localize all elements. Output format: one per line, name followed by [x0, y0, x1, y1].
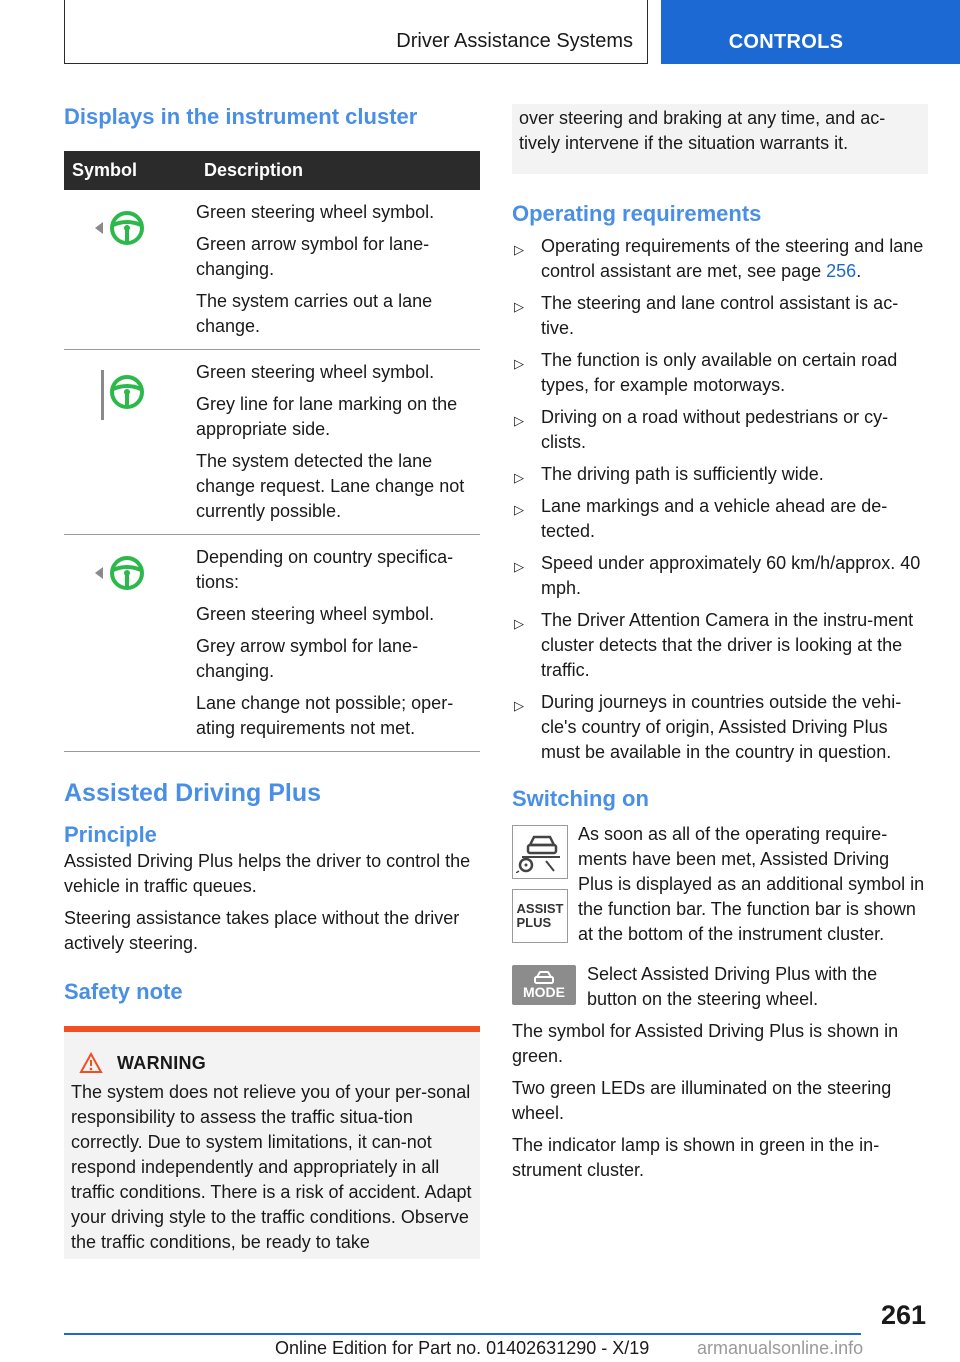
description-line: Grey arrow symbol for lane-changing.	[196, 636, 419, 681]
description-line: Green steering wheel symbol.	[196, 362, 435, 382]
warning-title	[71, 1052, 473, 1074]
principle-heading: Principle	[64, 822, 157, 847]
warning-label: WARNING	[117, 1052, 207, 1073]
table-cell-description	[188, 190, 480, 350]
principle-text-2: Steering assistance takes place without the driver actively steering.	[64, 908, 460, 953]
list-item-text: The driving path is sufficiently wide.	[541, 464, 824, 484]
table-header-description: Description	[188, 151, 480, 190]
list-item	[512, 494, 928, 544]
list-item	[512, 462, 928, 487]
car-icon	[532, 971, 556, 985]
steering-wheel-arrow-left-grey-icon	[91, 551, 161, 595]
steering-wheel-arrow-left-green-icon	[91, 206, 161, 250]
list-item	[512, 348, 928, 398]
switching-on-heading: Switching on	[512, 786, 649, 811]
page-number: 261	[880, 1300, 926, 1330]
list-item	[512, 608, 928, 683]
table-cell-symbol	[64, 350, 188, 535]
warning-continued-box	[512, 104, 928, 174]
description-line: Green steering wheel symbol.	[196, 604, 435, 624]
list-item-text: Lane markings and a vehicle ahead are de-tected.	[541, 496, 888, 541]
bullet-triangle-icon: ▷	[514, 502, 524, 517]
displays-heading: Displays in the instrument cluster	[64, 104, 418, 129]
description-line: The system detected the lane change request. Lane change not currently possible.	[196, 451, 465, 521]
list-item-text: Operating requirements of the steering and lane control assistant are met, see page	[541, 236, 924, 281]
table-header-symbol: Symbol	[64, 151, 188, 190]
header-section-title: Driver Assistance Systems	[396, 30, 633, 52]
steering-wheel-lane-line-grey-icon	[91, 368, 161, 422]
mode-label: MODE	[523, 984, 565, 1000]
list-item-text: Speed under approximately 60 km/h/approx. 40 mph.	[541, 553, 921, 598]
bullet-triangle-icon: ▷	[514, 242, 524, 257]
list-item-text: During journeys in countries outside the vehi-cle's country of origin, Assisted Driving Plus must be available in the country in question.	[541, 692, 902, 762]
left-column	[64, 100, 480, 1259]
mode-button-icon	[512, 965, 576, 1005]
description-line: Depending on country specifica-tions:	[196, 547, 454, 592]
header-chapter-title: CONTROLS	[728, 31, 844, 53]
operating-requirements-list	[512, 234, 928, 765]
page-link[interactable]: 256	[826, 261, 857, 281]
list-item	[512, 551, 928, 601]
description-line: Green arrow symbol for lane-changing.	[196, 234, 430, 279]
header-chapter-tab[interactable]	[661, 0, 960, 64]
footer-divider	[64, 1333, 861, 1335]
switching-on-text-5: The indicator lamp is shown in green in the in-strument cluster.	[512, 1135, 880, 1180]
assist-plus-label	[517, 902, 564, 930]
list-item-text: The function is only available on certain road types, for example motorways.	[541, 350, 898, 395]
list-item-text: The steering and lane control assistant is ac-tive.	[541, 293, 899, 338]
bullet-triangle-icon: ▷	[514, 356, 524, 371]
table-row	[64, 535, 480, 752]
list-item	[512, 690, 928, 765]
switching-on-text-4: Two green LEDs are illuminated on the steering wheel.	[512, 1078, 892, 1123]
principle-text-1: Assisted Driving Plus helps the driver to control the vehicle in traffic queues.	[64, 851, 471, 896]
switching-on-text-1: As soon as all of the operating require-ments have been met, Assisted Driving Plus is displayed as an additional symbol in the function bar. The function bar is shown at the bottom of the instrument cluster.	[578, 824, 925, 944]
table-row	[64, 350, 480, 535]
header-section-tab	[64, 0, 648, 64]
warning-text: The system does not relieve you of your per-sonal responsibility to assess the traffic situa-tion correctly. Due to system limitations, it can-not respond independently and appropriately in all traffic conditions. There is a risk of accident. Adapt your driving style to the traffic conditions. Observe the traffic conditions, be ready to take	[71, 1082, 472, 1252]
list-item-text: The Driver Attention Camera in the instru-ment cluster detects that the driver is looking at the traffic.	[541, 610, 914, 680]
list-item	[512, 405, 928, 455]
list-item	[512, 291, 928, 341]
table-header-row	[64, 151, 480, 190]
description-line: Lane change not possible; oper-ating requirements not met.	[196, 693, 454, 738]
table-cell-description	[188, 535, 480, 752]
function-bar-icons	[512, 825, 578, 947]
assist-plus-line: ASSIST	[516, 901, 564, 916]
edition-text: Online Edition for Part no. 01402631290 - X/19	[275, 1338, 650, 1358]
watermark-text: armanualsonline.info	[697, 1338, 864, 1358]
switching-on-text-2: Select Assisted Driving Plus with the button on the steering wheel.	[587, 964, 878, 1009]
table-cell-symbol	[64, 190, 188, 350]
assist-plus-line: PLUS	[516, 915, 552, 930]
description-line: Grey line for lane marking on the appropriate side.	[196, 394, 458, 439]
assisted-driving-heading: Assisted Driving Plus	[64, 779, 322, 807]
table-row	[64, 190, 480, 350]
warning-continued-text: over steering and braking at any time, and ac-tively intervene if the situation warrants it.	[519, 108, 886, 153]
list-item	[512, 234, 928, 284]
mode-button-row	[512, 965, 928, 1012]
bullet-triangle-icon: ▷	[514, 470, 524, 485]
bullet-triangle-icon: ▷	[514, 413, 524, 428]
warning-box	[64, 1026, 480, 1259]
table-cell-symbol	[64, 535, 188, 752]
bullet-triangle-icon: ▷	[514, 299, 524, 314]
assist-plus-symbol-box	[512, 889, 568, 943]
list-item-text: Driving on a road without pedestrians or cy-clists.	[541, 407, 889, 452]
operating-requirements-heading: Operating requirements	[512, 201, 762, 226]
bullet-triangle-icon: ▷	[514, 559, 524, 574]
safety-note-heading: Safety note	[64, 979, 183, 1004]
right-column	[512, 104, 928, 1183]
list-item-text: .	[856, 261, 862, 281]
bullet-triangle-icon: ▷	[514, 616, 524, 631]
warning-triangle-icon	[79, 1052, 103, 1074]
switching-on-text-3: The symbol for Assisted Driving Plus is shown in green.	[512, 1021, 899, 1066]
table-cell-description	[188, 350, 480, 535]
car-steering-wheel-icon	[516, 831, 564, 873]
switching-on-intro	[512, 825, 928, 947]
symbol-table	[64, 151, 480, 752]
description-line: Green steering wheel symbol.	[196, 202, 435, 222]
assisted-driving-symbol-box	[512, 825, 568, 879]
bullet-triangle-icon: ▷	[514, 698, 524, 713]
description-line: The system carries out a lane change.	[196, 291, 433, 336]
